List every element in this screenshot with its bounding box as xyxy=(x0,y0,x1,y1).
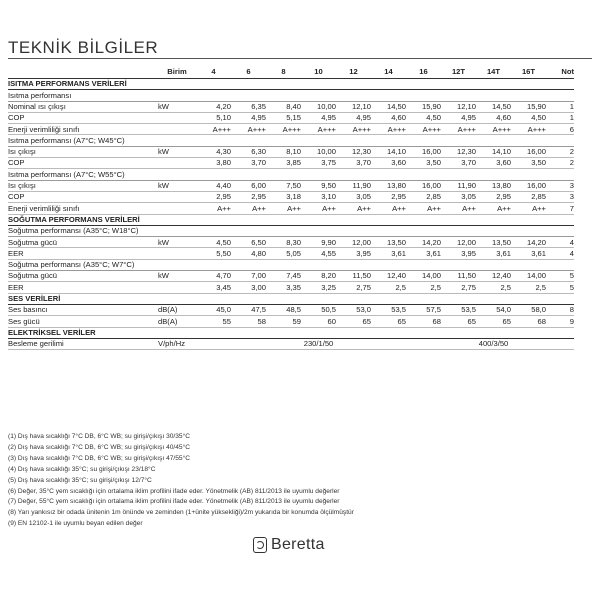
row-value: 10,00 xyxy=(301,101,336,112)
table-row xyxy=(8,248,574,259)
table-row xyxy=(8,124,574,135)
row-note: 7 xyxy=(546,203,574,214)
subsection-row xyxy=(8,225,574,236)
row-value: 2,5 xyxy=(511,282,546,293)
row-value: 60 xyxy=(301,316,336,327)
row-unit: kW xyxy=(158,237,196,248)
header-model: 10 xyxy=(301,66,336,79)
row-value: 6,35 xyxy=(231,101,266,112)
footnote-item: (1) Dış hava sıcaklığı 7°C DB, 6°C WB; su girişi/çıkışı 30/35°C xyxy=(8,433,190,440)
row-value: A++ xyxy=(266,203,301,214)
row-value: 2,5 xyxy=(406,282,441,293)
three-phase-value: 400/3/50 xyxy=(441,338,546,349)
row-unit xyxy=(158,248,196,259)
row-value: 15,90 xyxy=(511,101,546,112)
row-value: 5,10 xyxy=(196,112,231,123)
row-value: 2,95 xyxy=(231,191,266,202)
title-divider xyxy=(8,58,592,59)
section-header-row xyxy=(8,327,574,338)
footnote-item: (8) Yarı yankısız bir odada ünitenin 1m önünde ve zeminden (1+ünite yüksekliği)/2m yukarıda bir konumda ölçülmüştür xyxy=(8,509,354,517)
section-title: ELEKTRİKSEL VERİLER xyxy=(8,327,574,338)
row-value: 4,95 xyxy=(336,112,371,123)
row-value: 12,40 xyxy=(476,271,511,282)
row-unit xyxy=(158,191,196,202)
row-value: 14,00 xyxy=(406,271,441,282)
footnote-item: (3) Dış hava sıcaklığı 7°C DB, 6°C WB; su girişi/çıkışı 47/55°C xyxy=(8,454,190,462)
row-value: 3,70 xyxy=(336,158,371,169)
row-value: A+++ xyxy=(406,124,441,135)
row-value: A+++ xyxy=(511,124,546,135)
row-value: 4,80 xyxy=(231,248,266,259)
row-note: 2 xyxy=(546,158,574,169)
row-value: 50,5 xyxy=(301,304,336,315)
row-value: 8,30 xyxy=(266,237,301,248)
row-value: 3,61 xyxy=(371,248,406,259)
row-value: 59 xyxy=(266,316,301,327)
row-value: 14,50 xyxy=(371,101,406,112)
row-value: 53,5 xyxy=(371,304,406,315)
subsection-row xyxy=(8,135,574,146)
row-value: A++ xyxy=(196,203,231,214)
row-value: 3,25 xyxy=(301,282,336,293)
row-unit xyxy=(158,158,196,169)
header-model: 14T xyxy=(476,66,511,79)
row-value: 2,95 xyxy=(196,191,231,202)
row-note: 5 xyxy=(546,282,574,293)
header-model: 6 xyxy=(231,66,266,79)
row-value: 14,20 xyxy=(406,237,441,248)
row-label: Ses basıncı xyxy=(8,304,158,315)
row-value: 4,95 xyxy=(231,112,266,123)
row-value: 3,61 xyxy=(406,248,441,259)
section-title: SES VERİLERİ xyxy=(8,293,574,304)
row-value: 10,00 xyxy=(301,146,336,157)
row-value: 3,50 xyxy=(406,158,441,169)
row-unit: kW xyxy=(158,180,196,191)
footnote-item: (6) Değer, 35°C yem sıcaklığı için ortalama iklim profilini ifade eder. Yönetmelik (AB) 811/2013 ile uyumlu değerler xyxy=(8,487,340,495)
row-value: 4,95 xyxy=(301,112,336,123)
row-value: 6,00 xyxy=(231,180,266,191)
table-row xyxy=(8,203,574,214)
row-unit: kW xyxy=(158,146,196,157)
row-value: 68 xyxy=(511,316,546,327)
row-value: 8,10 xyxy=(266,146,301,157)
row-value: A++ xyxy=(441,203,476,214)
row-value: A++ xyxy=(336,203,371,214)
row-value: 4,30 xyxy=(196,146,231,157)
row-value: 48,5 xyxy=(266,304,301,315)
row-value: 14,20 xyxy=(511,237,546,248)
row-label: Besleme gerilimi xyxy=(8,338,158,349)
row-value: 9,50 xyxy=(301,180,336,191)
row-value: 7,50 xyxy=(266,180,301,191)
brand-name: Beretta xyxy=(271,536,325,553)
row-value: 3,05 xyxy=(336,191,371,202)
row-label: Soğutma gücü xyxy=(8,271,158,282)
row-value: 11,90 xyxy=(336,180,371,191)
row-value: 12,00 xyxy=(336,237,371,248)
row-note: 4 xyxy=(546,248,574,259)
row-unit: V/ph/Hz xyxy=(158,338,196,349)
row-label: Enerji verimliliği sınıfı xyxy=(8,124,158,135)
row-value: 4,50 xyxy=(511,112,546,123)
row-value: 3,10 xyxy=(301,191,336,202)
row-value: 12,10 xyxy=(336,101,371,112)
row-value: A++ xyxy=(301,203,336,214)
row-value: 47,5 xyxy=(231,304,266,315)
row-value: 11,90 xyxy=(441,180,476,191)
row-value: 12,30 xyxy=(441,146,476,157)
row-value: 65 xyxy=(441,316,476,327)
row-note: 6 xyxy=(546,124,574,135)
subsection-title: Isıtma performansı (A7°C; W45°C) xyxy=(8,135,574,146)
subsection-row xyxy=(8,169,574,180)
row-value: 4,70 xyxy=(196,271,231,282)
table-body xyxy=(8,79,574,350)
row-unit xyxy=(158,112,196,123)
row-value: 4,60 xyxy=(476,112,511,123)
row-value: A+++ xyxy=(266,124,301,135)
row-value: 3,05 xyxy=(441,191,476,202)
row-unit xyxy=(158,124,196,135)
page-title: TEKNİK BİLGİLER xyxy=(8,38,159,57)
row-value: 3,61 xyxy=(476,248,511,259)
header-model: 8 xyxy=(266,66,301,79)
row-value: 3,70 xyxy=(441,158,476,169)
row-value: 3,61 xyxy=(511,248,546,259)
row-value: 3,95 xyxy=(441,248,476,259)
row-value: 14,00 xyxy=(511,271,546,282)
row-value: 53,0 xyxy=(336,304,371,315)
row-value: 68 xyxy=(406,316,441,327)
subsection-row xyxy=(8,259,574,270)
row-value: 54,0 xyxy=(476,304,511,315)
subsection-title: Soğutma performansı (A35°C; W7°C) xyxy=(8,259,574,270)
row-value: 65 xyxy=(371,316,406,327)
beretta-logo-icon xyxy=(253,537,267,553)
row-value: 3,60 xyxy=(476,158,511,169)
row-unit: kW xyxy=(158,101,196,112)
header-model: 14 xyxy=(371,66,406,79)
row-value: 16,00 xyxy=(511,180,546,191)
table-header-row xyxy=(8,66,574,79)
row-value: A++ xyxy=(406,203,441,214)
row-value: 14,10 xyxy=(476,146,511,157)
row-note: 3 xyxy=(546,180,574,191)
row-value: 2,75 xyxy=(336,282,371,293)
table-row xyxy=(8,271,574,282)
row-value: 2,5 xyxy=(476,282,511,293)
header-model: 16T xyxy=(511,66,546,79)
row-value: A++ xyxy=(371,203,406,214)
row-value: 2,5 xyxy=(371,282,406,293)
row-value: 4,50 xyxy=(406,112,441,123)
row-value: 2,85 xyxy=(511,191,546,202)
row-value: 3,80 xyxy=(196,158,231,169)
table-row xyxy=(8,191,574,202)
row-note: 1 xyxy=(546,112,574,123)
table-row xyxy=(8,146,574,157)
row-value: 2,75 xyxy=(441,282,476,293)
row-value: 8,40 xyxy=(266,101,301,112)
row-label: Isı çıkışı xyxy=(8,146,158,157)
row-value: 6,30 xyxy=(231,146,266,157)
table-row xyxy=(8,304,574,315)
single-phase-value: 230/1/50 xyxy=(196,338,441,349)
row-value: 7,45 xyxy=(266,271,301,282)
row-value: 2,95 xyxy=(371,191,406,202)
row-value: A+++ xyxy=(231,124,266,135)
subsection-row xyxy=(8,90,574,101)
row-value: 14,10 xyxy=(371,146,406,157)
row-value: 11,50 xyxy=(441,271,476,282)
row-value: 2,85 xyxy=(406,191,441,202)
row-value: 3,75 xyxy=(301,158,336,169)
row-label: EER xyxy=(8,248,158,259)
row-value: 3,60 xyxy=(371,158,406,169)
row-value: 3,95 xyxy=(336,248,371,259)
row-value: 7,00 xyxy=(231,271,266,282)
row-value: 3,45 xyxy=(196,282,231,293)
brand-logo-area xyxy=(253,536,325,554)
footnote-item: (9) EN 12102-1 ile uyumlu beyan edilen değer xyxy=(8,520,143,528)
row-value: A++ xyxy=(476,203,511,214)
row-value: 8,20 xyxy=(301,271,336,282)
row-value: 16,00 xyxy=(511,146,546,157)
table-row xyxy=(8,316,574,327)
row-note xyxy=(546,338,574,349)
row-value: 3,85 xyxy=(266,158,301,169)
row-unit xyxy=(158,282,196,293)
row-value: 4,95 xyxy=(441,112,476,123)
footnote-item: (2) Dış hava sıcaklığı 7°C DB, 6°C WB; su girişi/çıkışı 40/45°C xyxy=(8,443,190,451)
row-value: 3,00 xyxy=(231,282,266,293)
header-model: 16 xyxy=(406,66,441,79)
row-value: 65 xyxy=(336,316,371,327)
row-value: 12,30 xyxy=(336,146,371,157)
footnote-item: (4) Dış hava sıcaklığı 35°C; su girişi/çıkışı 23/18°C xyxy=(8,465,156,473)
header-model: 12T xyxy=(441,66,476,79)
row-value: 12,00 xyxy=(441,237,476,248)
row-label: COP xyxy=(8,112,158,123)
table-row xyxy=(8,101,574,112)
section-header-row xyxy=(8,293,574,304)
row-value: 6,50 xyxy=(231,237,266,248)
subsection-title: Isıtma performansı xyxy=(8,90,574,101)
row-value: 3,50 xyxy=(511,158,546,169)
row-value: 58 xyxy=(231,316,266,327)
row-value: A+++ xyxy=(336,124,371,135)
row-value: 45,0 xyxy=(196,304,231,315)
row-value: 13,50 xyxy=(476,237,511,248)
row-label: Nominal ısı çıkışı xyxy=(8,101,158,112)
row-value: A+++ xyxy=(371,124,406,135)
row-value: 3,70 xyxy=(231,158,266,169)
row-value: 58,0 xyxy=(511,304,546,315)
row-value: 14,50 xyxy=(476,101,511,112)
row-note: 1 xyxy=(546,101,574,112)
section-title: ISITMA PERFORMANS VERİLERİ xyxy=(8,79,574,90)
row-value: 12,10 xyxy=(441,101,476,112)
row-note: 5 xyxy=(546,271,574,282)
row-value: 13,80 xyxy=(476,180,511,191)
table-row xyxy=(8,338,574,349)
row-note: 9 xyxy=(546,316,574,327)
row-value: 4,60 xyxy=(371,112,406,123)
footnote-item: (5) Dış hava sıcaklığı 35°C; su girişi/çıkışı 12/7°C xyxy=(8,476,152,484)
row-value: 4,50 xyxy=(196,237,231,248)
row-label: EER xyxy=(8,282,158,293)
row-note: 2 xyxy=(546,146,574,157)
row-value: 13,50 xyxy=(371,237,406,248)
row-unit xyxy=(158,203,196,214)
section-title: SOĞUTMA PERFORMANS VERİLERİ xyxy=(8,214,574,225)
row-value: 4,40 xyxy=(196,180,231,191)
subsection-title: Isıtma performansı (A7°C; W55°C) xyxy=(8,169,574,180)
row-unit: kW xyxy=(158,271,196,282)
table-row xyxy=(8,112,574,123)
row-value: 3,18 xyxy=(266,191,301,202)
row-value: 3,35 xyxy=(266,282,301,293)
row-value: A+++ xyxy=(476,124,511,135)
row-unit: dB(A) xyxy=(158,304,196,315)
table-row xyxy=(8,180,574,191)
row-value: 65 xyxy=(476,316,511,327)
row-label: Enerji verimliliği sınıfı xyxy=(8,203,158,214)
row-value: A++ xyxy=(231,203,266,214)
row-value: 9,90 xyxy=(301,237,336,248)
table-row xyxy=(8,237,574,248)
row-value: 4,55 xyxy=(301,248,336,259)
row-label: Ses gücü xyxy=(8,316,158,327)
table-row xyxy=(8,282,574,293)
header-unit: Birim xyxy=(158,66,196,79)
header-model: 12 xyxy=(336,66,371,79)
section-header-row xyxy=(8,79,574,90)
row-value: 53,5 xyxy=(441,304,476,315)
row-value: A++ xyxy=(511,203,546,214)
header-model: 4 xyxy=(196,66,231,79)
row-value: 13,80 xyxy=(371,180,406,191)
row-note: 4 xyxy=(546,237,574,248)
header-note: Not xyxy=(546,66,574,79)
tech-spec-table xyxy=(8,66,574,350)
row-label: COP xyxy=(8,191,158,202)
row-label: Soğutma gücü xyxy=(8,237,158,248)
row-note: 8 xyxy=(546,304,574,315)
row-value: 5,15 xyxy=(266,112,301,123)
row-value: 16,00 xyxy=(406,180,441,191)
header-empty xyxy=(8,66,158,79)
row-value: 57,5 xyxy=(406,304,441,315)
row-value: A+++ xyxy=(196,124,231,135)
row-value: 16,00 xyxy=(406,146,441,157)
row-value: 5,50 xyxy=(196,248,231,259)
subsection-title: Soğutma performansı (A35°C; W18°C) xyxy=(8,225,574,236)
row-value: A+++ xyxy=(301,124,336,135)
row-note: 3 xyxy=(546,191,574,202)
row-label: Isı çıkışı xyxy=(8,180,158,191)
row-value: 11,50 xyxy=(336,271,371,282)
row-value: A+++ xyxy=(441,124,476,135)
footnote-item: (7) Değer, 55°C yem sıcaklığı için ortalama iklim profilini ifade eder. Yönetmelik (AB) 811/2013 ile uyumlu değerler xyxy=(8,498,340,506)
row-unit: dB(A) xyxy=(158,316,196,327)
row-value: 5,05 xyxy=(266,248,301,259)
row-value: 2,95 xyxy=(476,191,511,202)
footnotes xyxy=(8,432,588,530)
table-row xyxy=(8,158,574,169)
row-value: 15,90 xyxy=(406,101,441,112)
row-value: 12,40 xyxy=(371,271,406,282)
row-label: COP xyxy=(8,158,158,169)
row-value: 4,20 xyxy=(196,101,231,112)
section-header-row xyxy=(8,214,574,225)
row-value: 55 xyxy=(196,316,231,327)
